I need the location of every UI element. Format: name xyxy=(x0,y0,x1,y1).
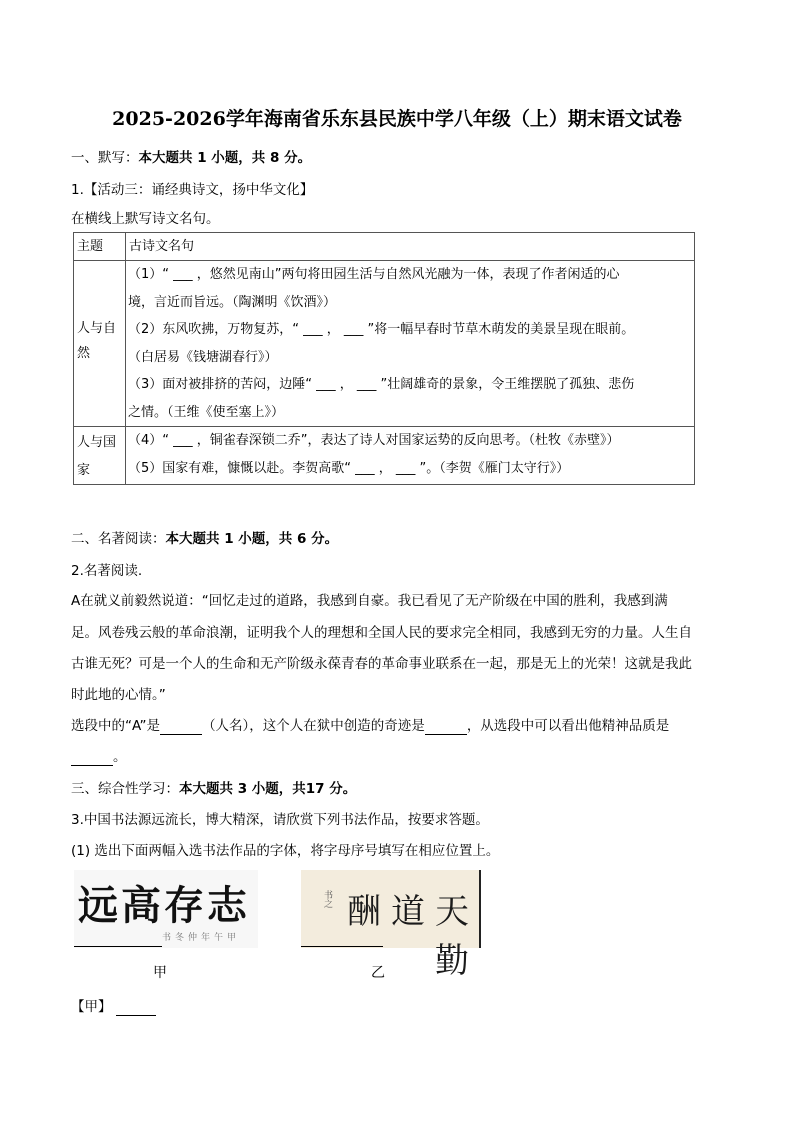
section2-heading xyxy=(71,527,338,547)
answer-blank[interactable] xyxy=(425,718,467,735)
q1-title: 1.【活动三：诵经典诗文，扬中华文化】 xyxy=(71,182,314,198)
table-head-content: 古诗文名句 xyxy=(126,233,695,261)
row1-line: （白居易《钱塘湖春行》） xyxy=(128,349,278,365)
q2-question-part: ，从选段中可以看出他精神品质是 xyxy=(466,718,670,734)
calligraphy-image-a xyxy=(74,870,258,948)
answer-line-a[interactable] xyxy=(74,946,162,947)
row1-theme-line-b: 然 xyxy=(77,346,91,361)
q2-title: 2.名著阅读. xyxy=(71,563,143,579)
passage-line: 古谁无死？可是一个人的生命和无产阶级永葆青春的革命事业联系在一起，那是无上的光荣！这就是我此 xyxy=(71,656,692,672)
row2-theme-line-b: 家 xyxy=(77,462,91,478)
row1-line: （1）“ ___ ，悠然见南山”两句将田园生活与自然风光融为一体，表现了作者闲适的心 xyxy=(128,267,620,282)
answer-blank[interactable] xyxy=(71,749,113,766)
passage-line: 足。风卷残云般的革命浪潮，证明我个人的理想和全国人民的要求完全相同，我感到无穷的力量。人生自 xyxy=(71,625,692,641)
calligraphy-a-characters: 志存高远 xyxy=(78,882,250,929)
row1-line: （3）面对被排挤的苦闷，边陲“ ___ ， ___ ”壮阔雄奇的景象，令王维摆脱了孤独、悲伤 xyxy=(128,377,635,392)
row1-line: 之情。（王维《使至塞上》） xyxy=(128,404,285,420)
row2-line: （4）“ ___ ，铜雀春深锁二乔”，表达了诗人对国家运势的反向思考。（杜牧《赤壁》） xyxy=(128,433,620,448)
calligraphy-b-signature: 书之 xyxy=(322,890,332,908)
row1-content xyxy=(126,261,695,427)
row2-theme-line-a: 人与国 xyxy=(77,435,117,450)
q2-question-end: 。 xyxy=(113,749,127,765)
answer-blank[interactable] xyxy=(160,718,202,735)
passage-line: A在就义前毅然说道：“回忆走过的道路，我感到自豪。我已看见了无产阶级在中国的胜利，我感到满 xyxy=(71,593,668,609)
caption-a: 甲 xyxy=(153,965,167,981)
row2-theme xyxy=(74,427,126,485)
calligraphy-a-inscription: 甲午年仲冬书 xyxy=(162,933,241,943)
row2-content xyxy=(126,427,695,485)
calligraphy-b-characters: 天道酬勤 xyxy=(347,892,479,981)
exam-title: 2025-2026学年海南省乐东县民族中学八年级（上）期末语文试卷 xyxy=(112,108,682,130)
q2-question-part: 选段中的“A”是 xyxy=(71,718,161,734)
q3-sub1: (1) 选出下面两幅入选书法作品的字体，将字母序号填写在相应位置上。 xyxy=(71,843,500,859)
section2-heading-label: 二、名著阅读： xyxy=(71,531,166,547)
caption-b: 乙 xyxy=(371,965,385,981)
row1-line: （2）东风吹拂，万物复苏，“ ___ ， ___ ”将一幅早春时节草木萌发的美景呈现在眼前。 xyxy=(128,322,635,337)
answer-line-b[interactable] xyxy=(301,946,383,947)
poem-table xyxy=(73,232,695,485)
q2-question-cont xyxy=(71,745,127,766)
section3-heading xyxy=(71,777,356,797)
answer-blank[interactable] xyxy=(116,999,156,1016)
q2-question-part: （人名），这个人在狱中创造的奇迹是 xyxy=(202,718,425,734)
row1-theme-line-a: 人与自 xyxy=(77,321,117,336)
section3-heading-rest: 本大题共 3 小题，共17 分。 xyxy=(179,781,357,797)
section1-heading-rest: 本大题共 1 小题，共 8 分。 xyxy=(138,150,312,166)
section2-heading-rest: 本大题共 1 小题，共 6 分。 xyxy=(165,531,339,547)
answer-jia-label: 【甲】 xyxy=(71,999,112,1015)
row1-line: 境，言近而旨远。（陶渊明《饮酒》） xyxy=(128,294,337,310)
row2-line: （5）国家有难，慷慨以赴。李贺高歌“ ___ ， ___ ”。（李贺《雁门太守行》） xyxy=(128,460,570,476)
answer-jia xyxy=(71,995,156,1016)
calligraphy-image-b xyxy=(301,870,481,981)
section1-heading-label: 一、默写： xyxy=(71,150,139,166)
table-head-theme: 主题 xyxy=(74,233,126,261)
q3-title: 3.中国书法源远流长，博大精深，请欣赏下列书法作品，按要求答题。 xyxy=(71,812,489,828)
q2-question xyxy=(71,714,669,735)
q1-instruction: 在横线上默写诗文名句。 xyxy=(71,211,220,227)
section1-heading xyxy=(71,146,311,166)
passage-line: 时此地的心情。” xyxy=(71,687,166,703)
row1-theme xyxy=(74,261,126,427)
section3-heading-label: 三、综合性学习： xyxy=(71,781,179,797)
